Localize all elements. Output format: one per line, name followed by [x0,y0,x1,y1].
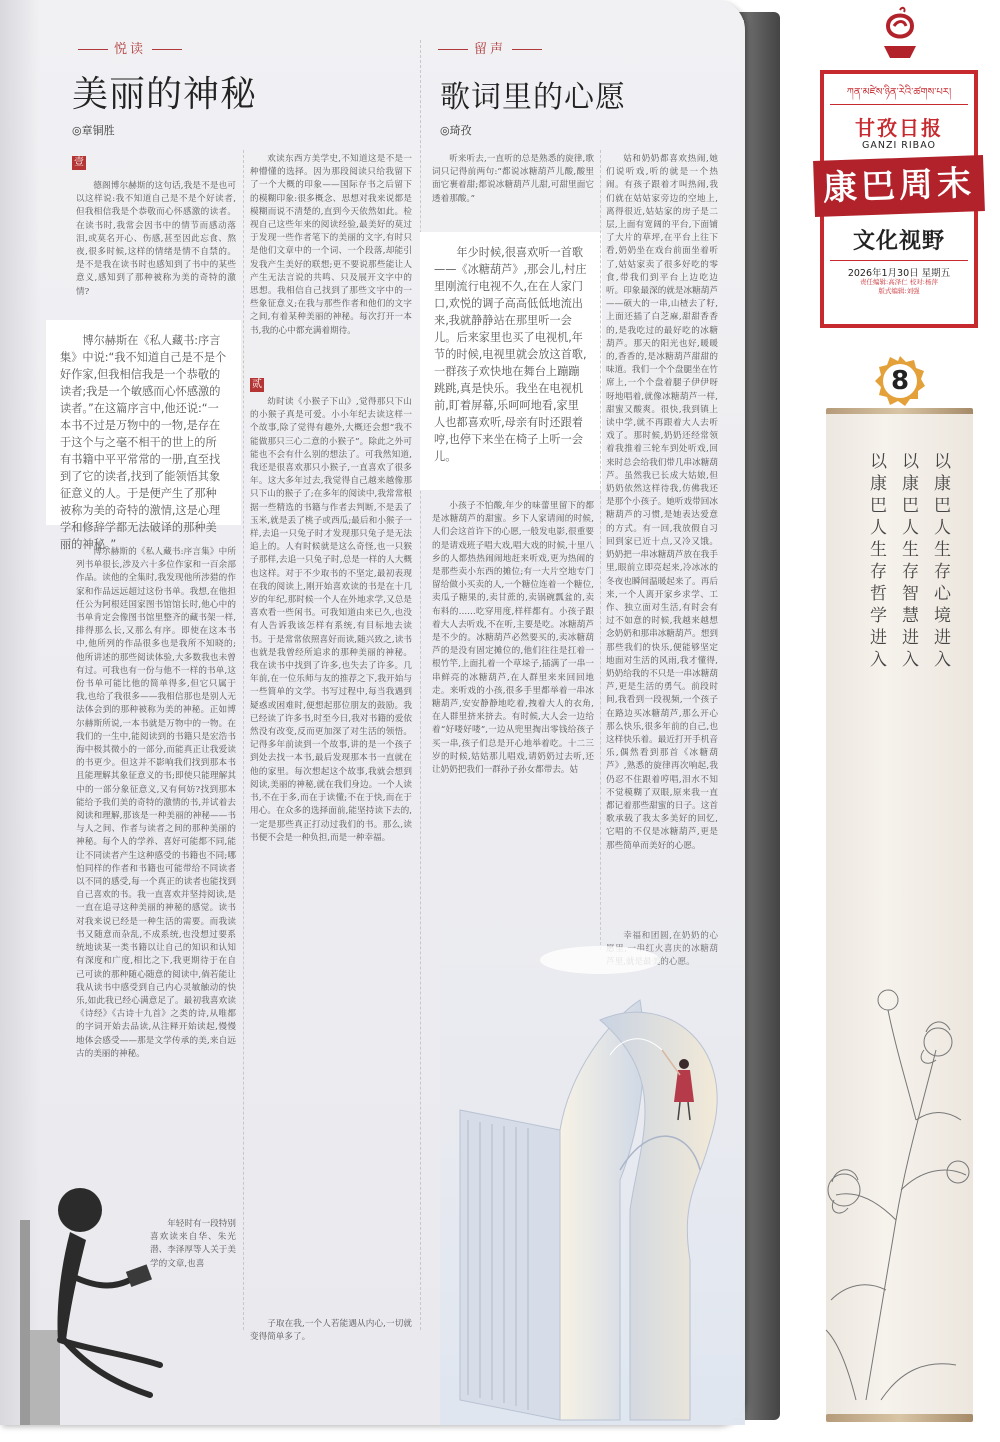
masthead-staff-line-1: 责任编辑:高泽仁 校对:杨萍 [860,278,938,286]
rubric-article2: 留声 [432,38,548,57]
masthead-paper-name: 甘孜日报 [855,116,943,140]
article1-column-2-end: 子取在我,一个人若能遇从内心,一切就变得简单多了。 [250,1319,412,1343]
article1-column-2: 幼时读《小猴子下山》,觉得那只下山的小猴子真是可爱。小小年纪去读这样一个故事,除了觉得有趣外,大概还会想“我不能做那只三心二意的小猴子”。除此之外可能也不会有什么别的想法了。可我然知道,我还是很喜欢那只小猴子,一直喜欢了很多年。这大多年过去,我觉得自己越来越像那只下山的猴子了;在多年的阅读中,我常常根据一些精选的书籍与作者去判断,不是丢了玉米,就是丢了桃子或西瓜;最后和小猴子一样,去追一只兔子时才发现那只兔子是无法追上的。人有时候就是这么奇怪,也一只猴子那样,去追一只兔子时,总是一样的人大概也这样。对于不少取书的不坚定,最初表现在我的阅读上,刚开始喜欢读的书是在十几岁的年纪,那时候一个人在外地求学,又总是喜欢看一些闲书。可我知道由来已久,也没有人告诉我该怎样有系统,有目标地去读书。于是常常依照喜好而读,随兴致之,读书也就是我曾经所追求的那种美丽的神秘。我在读书中找到了许多,也失去了许多。几年前,在一位乐师与友的推荐之下,我开始与一些简单的文学。书写过程中,每当我遇到疑惑或困难时,便想起那位朋友的鼓励。我已经读了许多书,时至今日,我对书籍的爱依然没有改变,反而更加深了对生活的领悟。记得多年前读到一个故事,讲的是一个孩子到处去找一本书,最后发现那本书一直就在他的家里。每次想起这个故事,我就会想到阅读,美丽的神秘,就在我们身边。一个人读书,不在于多,而在于读懂;不在于快,而在于用心。在众多的选择面前,能坚持读下去的,一定是那些真正打动过我们的书。那么,读书便不会是一种负担,而是一种幸福。 [250,397,412,843]
motto-1: 以康巴人生存心境进入 [930,452,950,672]
masthead-weekly-banner: 康巴周末 [813,155,985,217]
article2-intro: 听来听去,一直听的总是熟悉的旋律,歌词只记得前两句:“都说冰糖葫芦儿酸,酸里面它裹着甜;都说冰糖葫芦儿甜,可甜里面它透着那酸。” [432,154,594,204]
motto-3: 以康巴人生存哲学进入 [866,452,886,672]
rubric-article1: 悦读 [72,38,188,57]
column-divider-1 [243,150,244,1330]
article1-title: 美丽的神秘 [72,74,258,115]
column-divider-2 [600,150,601,950]
article1-column-1-tail: 年轻时有一段特别喜欢读来自华、朱光潜、李泽厚等人关于美学的文章,也喜 [150,1219,236,1269]
illustration-books [440,880,745,1425]
masthead-staff [830,278,968,296]
scroll-bottom-rod [826,1414,973,1422]
masthead-tibetan: ཀན་མཛེས་ཉིན་རེའི་ཚགས་པར། [830,82,968,105]
article2-pull-quote: 年少时候,很喜欢听一首歌——《冰糖葫芦》,那会儿,村庄里刚流行电视不久,在在人家门口,欢悦的调子高高低低地流出来,我就静静站在那里听一会儿。后来家里也买了电视机,年节的时候,电视里就会放这首歌,一群孩子欢快地在舞台上蹦蹦跳跳,真是快乐。我坐在电视机前,盯着屏幕,乐呵呵地看,家里人也都喜欢听,母亲有时还跟着哼,也停下来坐在椅子上听一会儿。 [420,232,602,490]
article1-pull-quote: 博尔赫斯在《私人藏书:序言集》中说:“我不知道自己是不是个好作家,但我相信我是一个恭敬的读者;我是一个敏感而心怀感激的读者。”在这篇序言中,他还说:“一本书不过是万物中的一物,是存在于这个与之毫不相干的世上的所有书籍中平平常常的一册,直至找到了它的读者,找到了能领悟其象征意义的人。于是便产生了那种被称为美的奇特的激情,这是心理学和修辞学都无法破译的那种美丽的神秘。” [46,320,241,525]
article2-column-1: 小孩子不怕酸,年少的味蕾里留下的都是冰糖葫芦的甜蜜。乡下人家请闹的时候,人们会这首许下的心愿,一般发电影,很重要的是请戏班子唱大戏,唱大戏的时候,十里八乡的人都热热闹闹地赶来听戏,更为热闹的是那些卖小东西的摊位;有一大片空地专门留给做小买卖的人,一个糖位连着一个糖位,卖瓜子糖果的,卖甘蔗的,卖锅碗瓢盆的,卖布料的……吃穿用度,样样都有。小孩子跟着大人去听戏,不在听,主要是吃。冰糖葫芦是不少的。冰糖葫芦必然要买的,卖冰糖葫芦的是没有固定摊位的,他们往往是扛着一根竹竿,上面扎着一个草垛子,插满了一串一串鲜亮的冰糖葫芦,在人群里来来回回地走。来听戏的小孩,很多手里都举着一串冰糖葫芦,安安静静地吃着,拽着大人的衣角,在人群里挤来挤去。有时候,大人会一边给着“好喽好喽”,一边从兜里掏出零钱给孩子买一串,孩子们总是开心地举着吃。十二三岁的时候,姑姑那儿唱戏,请奶奶过去听,还让奶奶把我们一群孙子孙女都带去。姑 [432,501,594,776]
motto-2: 以康巴人生存智慧进入 [898,452,918,672]
article1-byline: ◎章铜胜 [72,124,115,137]
orchid-line-drawing [826,960,973,1400]
article1-intro: 德阁博尔赫斯的这句话,我是不是也可以这样说:我不知道自己是不是个好读者,但我相信我是个恭敬而心怀感激的读者。在读书时,我常会因书中的情节而感动落泪,或莫名开心、伤感,甚至因此忘食、熬夜,很多时候,这样的情绪是情不自禁的。是不是我在读书时也感知到了书中的某些意义,感知到了那种被称为美的奇特的激情? [76,181,236,297]
illustration-reading-figure [20,1180,180,1425]
article1-column-1: 博尔赫斯的《私人藏书:序言集》中所列书单很长,涉及六十多位作家和一百余部作品。读他的全集时,我发现他所涉猎的作家和作品远远超过这份书单。我想,在他担任公为阿根廷国家图书馆馆长时,他心中的书单肯定会像图书馆里整齐的藏书架一样,排得那么长,又那么有序。即使在这本书中,他所列的作品很多也是我所不知晓的;他所讲述的那些阅读体验,大多数我也未曾有过。可我也有一份与他不一样的书单,这份书单可能比他的简单得多,但它只属于我,也给了我很多——我相信那也是别人无法体会到的那种被称为美的神秘。正如博尔赫斯所说,一本书就是万物中的一物。在我们的一生中,能阅读到的书籍只是宏浩书海中极其微小的一部分,而能真正让我爱读的书更少。但这并不影响我们找到那本书且能理解其象征意义的书;即使只能理解其中的一部分象征意义,又有何妨?找到那本能给予我们美的奇特的激情的书,并试着去阅读和理解,那该是一种美丽的神秘——书与人之间、作者与读者之间的那种美丽的神秘。每个人的学养、喜好可能都不同,能让不同读者产生这种感受的书籍也不同;哪怕同样的作者和书籍也可能带给不同读者以不同的感受,每一个真正的读者也能找到自己喜欢的书。我一直喜欢并坚持阅读,是一直在追寻这种美丽的神秘的感觉。读书对我来说已经是一种生活的需要。而我读书又随意而杂乱,不成系统,也没想过要系统地读某一类书籍以让自己的知识和认知有深度和广度,相比之下,我更期待于在自己可读的那种随心随意的阅读中,倘若能让我从读书中感受到自己内心灵敏触动的快乐,如此我已经心满意足了。最初我喜欢读《诗经》《古诗十九首》之类的诗,从唯都的字词开始去品读,从注释开始读起,慢慢地体会感受——那是文学传承的美,来自远古的美丽的神秘。 [76,547,236,1059]
masthead [820,70,978,328]
article1-column-2-top: 欢读东西方美学史,不知道这是不是一种懵懂的选择。因为那段阅读只给我留下了一个大概的印象——国际存书之后留下的模糊印象:很多概念、思想对我来说都是模糊而说不清楚的,直到今天依然如此。检视自己这些年来的阅读经验,最美好的莫过于发现一些作者笔下的美丽的文字,有时只是他们文章中的一个词、一个段落,却能引发我产生美好的联想;更不要说那些能让人产生无法言说的共鸣、只及展开文字中的思想。我相信自己找到了那些文字中的一些象征意义;在我与那些作者和他们的文字之间,有着某种美丽的神秘。每次打开一本书,我的心中都充满着期待。 [250,154,412,336]
masthead-staff-line-2: 版式编辑:刘强 [878,287,920,295]
seal-logo-icon [880,6,920,64]
masthead-date: 2026年1月30日 星期五 [830,260,968,279]
section-marker-1: 壹 [74,157,84,168]
article2-byline: ◎琦孜 [440,124,472,137]
page-number: 8 [890,366,910,396]
section-marker-2: 贰 [252,379,262,390]
masthead-pinyin: GANZI RIBAO [861,140,937,151]
masthead-section: 文化视野 [852,229,945,254]
article2-column-2: 姑和奶奶都喜欢热闹,她们说听戏,听的就是一个热闹。有孩子跟着才叫热闹,我们就在姑姑家旁边的空地上,离得很近,姑姑家的房子是二层,上面有宽阔的平台,下面铺了大片的草坪,在平台上往下看,奶奶坐在戏台前面坐着听了,姑姑家卖了很多好吃的零食,带我们到平台上边吃边听。印象最深的就是冰糖葫芦——硕大的一串,山楂去了籽,上面还插了白芝麻,甜甜香香的,是我吃过的最好吃的冰糖葫芦。那天的阳光也好,暖暖的,香香的,是冰糖葫芦甜甜的味道。我们一个个盘腿坐在竹席上,一个个盘着腿子伊伊呀呀地唱着,就像冰糖葫芦一样,甜蜜又酸爽。很快,我到镇上读中学,就不再跟着大人去听戏了。那时候,奶奶还经常领着我推着三轮车到处听戏,回来时总会给我们带几串冰糖葫芦。虽然我已长成大姑娘,但奶奶依然这样待我,仿佛我还是那个小孩子。她听戏带回冰糖葫芦的习惯,是她表达爱意的方式。有一回,我放假自习回到家已近十点,又冷又饿。奶奶把一串冰糖葫芦放在我手里,眼前立即亮起来,冷冰冰的冬夜也瞬间温暖起来了。再后来,一个人离开家乡求学、工作、独立面对生活,有时会有过不如意的时候,我越来越想念奶奶和那串冰糖葫芦。想到那些我们的快乐,便能够坚定地面对生活的风雨,我才懂得,奶奶给我的不只是一串冰糖葫芦,更是生活的勇气。前段时间,我看到一段视频,一个孩子在路边买冰糖葫芦,那么开心那么快乐,很多年前的自己,也这样快乐着。最近打开手机音乐,偶然看到那首《冰糖葫芦》,熟悉的旋律再次响起,我仍忍不住跟着哼唱,泪水不知不觉模糊了双眼,原来我一直都记着那些甜蜜的日子。这首歌承载了我太多美好的回忆,它唱的不仅是冰糖葫芦,更是那些简单而美好的心愿。 [606,154,718,851]
article2-title: 歌词里的心愿 [440,80,626,115]
